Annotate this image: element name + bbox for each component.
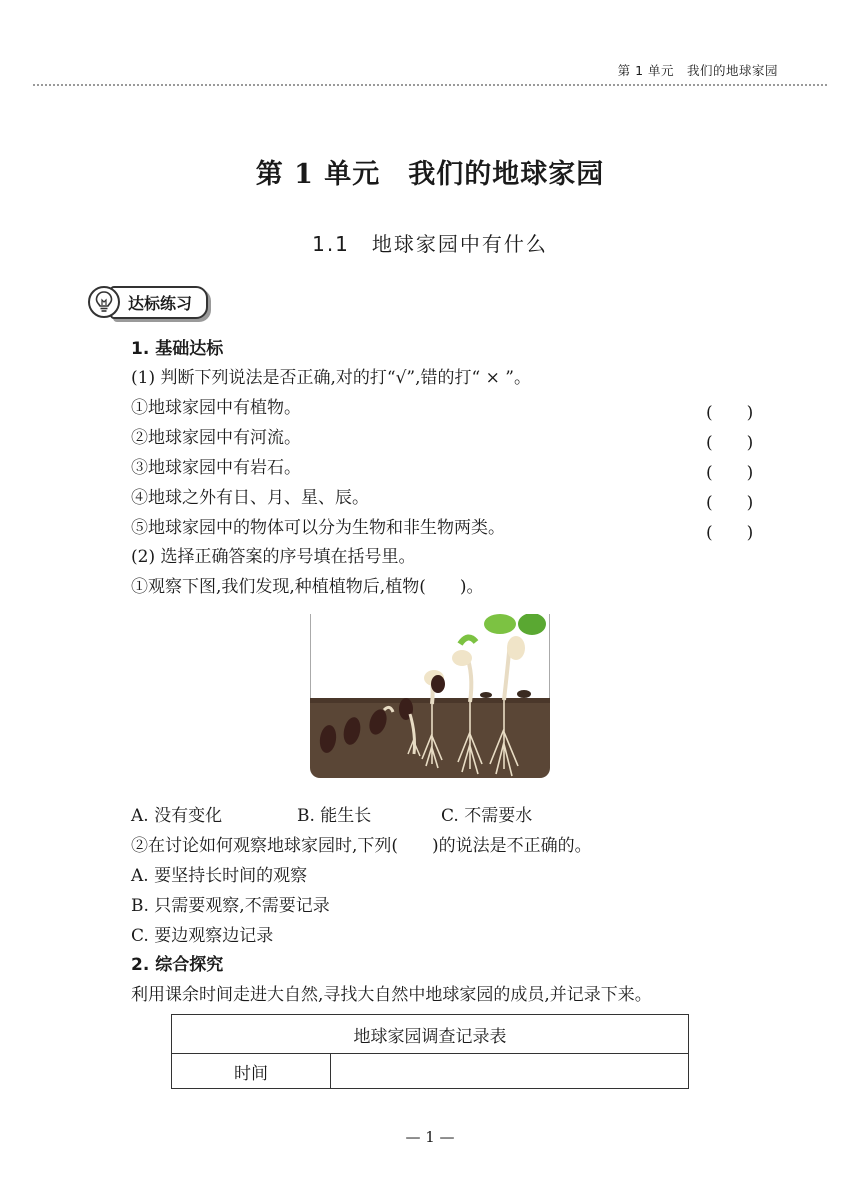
statement: ⑤地球家园中的物体可以分为生物和非生物两类。 <box>131 518 505 538</box>
badge-label: 达标练习 <box>110 286 208 319</box>
sub-question: ①观察下图,我们发现,种植植物后,植物( )。 <box>131 577 484 597</box>
section-heading: 1. 基础达标 <box>131 339 224 359</box>
lightbulb-icon <box>88 286 120 318</box>
sub-question: ②在讨论如何观察地球家园时,下列( )的说法是不正确的。 <box>131 836 592 856</box>
statement: ①地球家园中有植物。 <box>131 398 301 418</box>
answer-blank[interactable]: ( ) <box>706 493 754 513</box>
option-a[interactable]: A. 要坚持长时间的观察 <box>131 866 308 886</box>
option-row <box>131 806 532 826</box>
statement: ④地球之外有日、月、星、辰。 <box>131 488 369 508</box>
answer-blank[interactable]: ( ) <box>706 463 754 483</box>
instruction: 利用课余时间走进大自然,寻找大自然中地球家园的成员,并记录下来。 <box>131 985 652 1005</box>
answer-blank[interactable]: ( ) <box>706 403 754 423</box>
table-row <box>172 1054 689 1089</box>
running-head: 第 1 单元 我们的地球家园 <box>617 63 778 78</box>
seed-germination-illustration <box>310 614 550 778</box>
option-c[interactable]: C. 要边观察边记录 <box>131 926 274 946</box>
lesson-title: 1.1 地球家园中有什么 <box>312 232 548 256</box>
question-intro: (2) 选择正确答案的序号填在括号里。 <box>131 547 416 567</box>
row-value-cell[interactable] <box>331 1054 689 1089</box>
option-b[interactable]: B. 能生长 <box>297 806 372 826</box>
statement: ②地球家园中有河流。 <box>131 428 301 448</box>
table-title: 地球家园调查记录表 <box>172 1015 689 1054</box>
option-b[interactable]: B. 只需要观察,不需要记录 <box>131 896 330 916</box>
question-intro: (1) 判断下列说法是否正确,对的打“√”,错的打“ × ”。 <box>131 368 531 388</box>
answer-blank[interactable]: ( ) <box>706 523 754 543</box>
statement: ③地球家园中有岩石。 <box>131 458 301 478</box>
answer-blank[interactable]: ( ) <box>706 433 754 453</box>
header-divider <box>33 84 827 86</box>
row-label: 时间 <box>172 1054 331 1089</box>
practice-badge <box>88 285 208 319</box>
page-number: — 1 — <box>405 1128 455 1146</box>
option-a[interactable]: A. 没有变化 <box>131 806 223 826</box>
unit-title: 第 1 单元 我们的地球家园 <box>255 159 605 190</box>
record-table <box>171 1014 689 1089</box>
option-c[interactable]: C. 不需要水 <box>441 806 533 826</box>
section-heading: 2. 综合探究 <box>131 955 224 975</box>
